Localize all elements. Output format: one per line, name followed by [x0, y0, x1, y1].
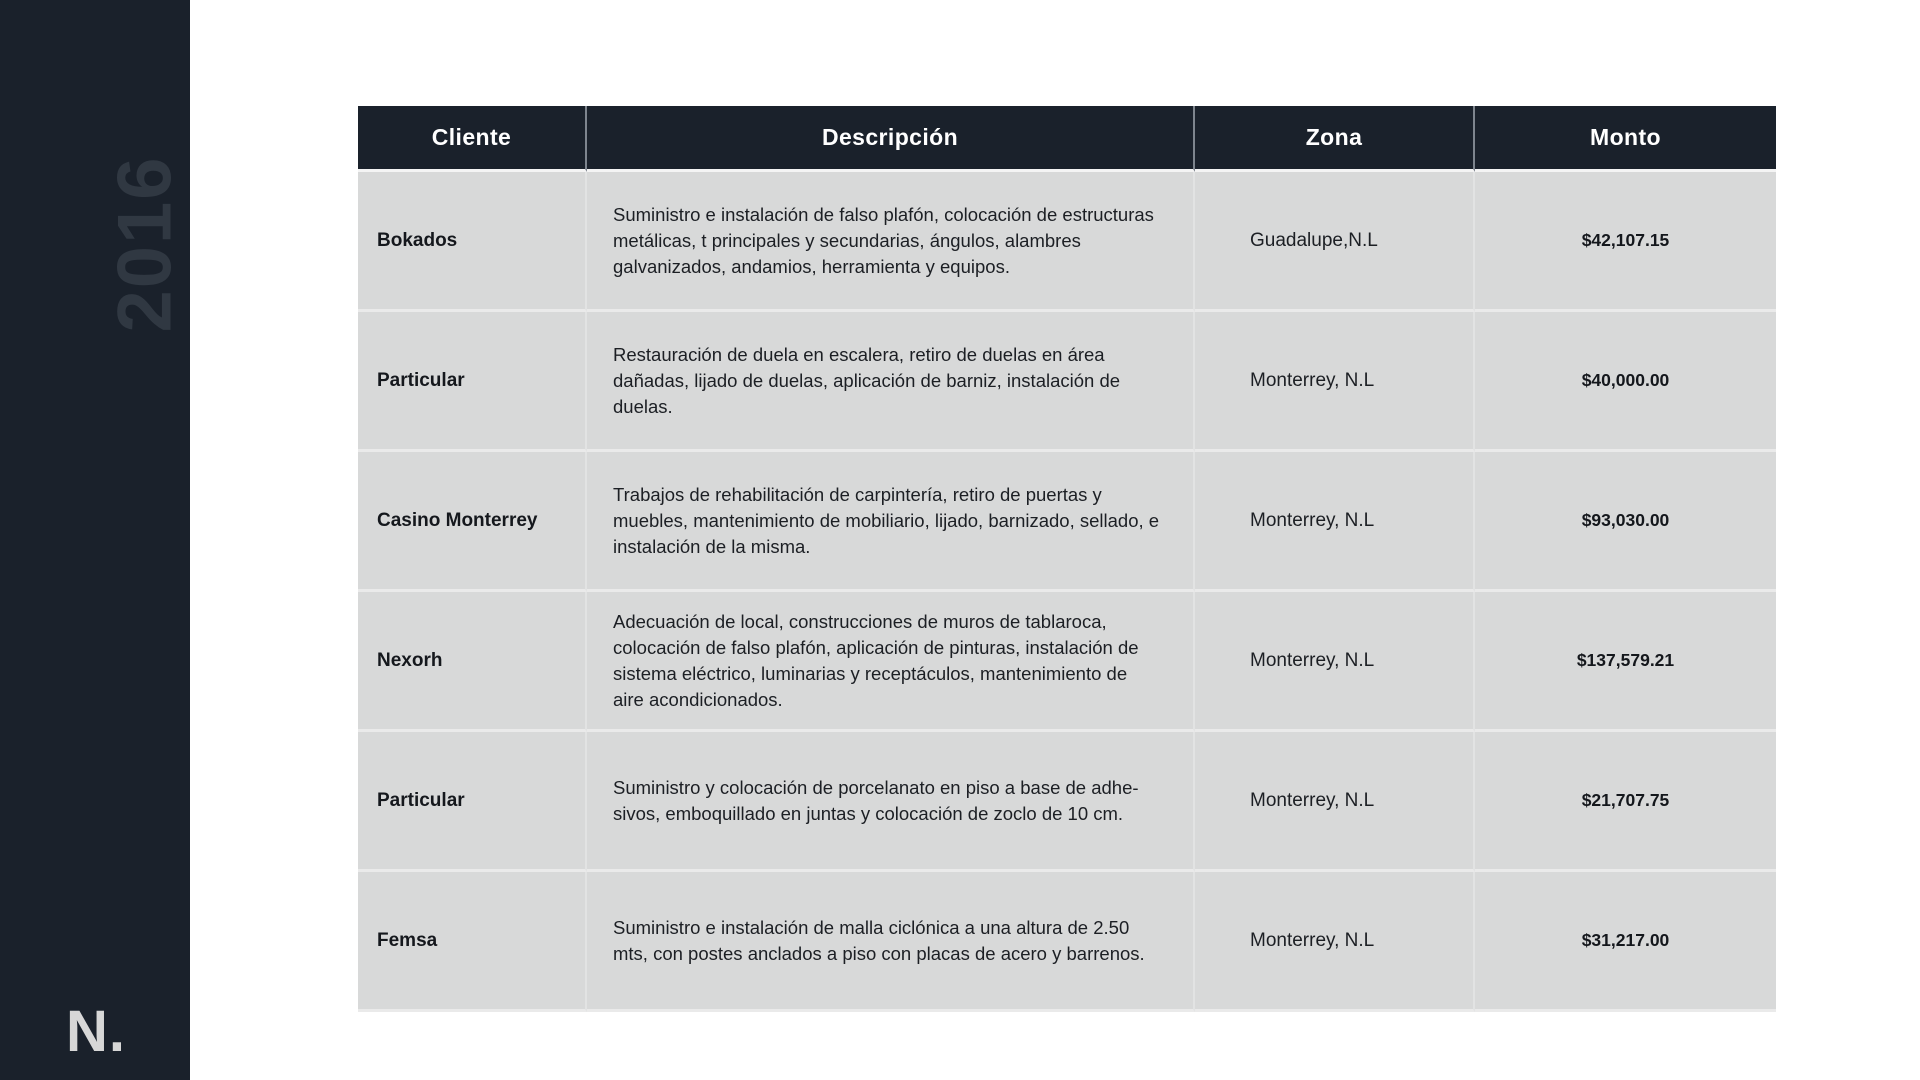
amount-cell: $137,579.21 — [1475, 592, 1776, 732]
client-cell: Femsa — [358, 872, 587, 1012]
description-cell: Suministro e instalación de falso plafón, colocación de estructuras metálicas, t principales y secundarias, ángulos, alambres galvanizados, andamios, herramienta y equipos. — [587, 172, 1195, 312]
zone-cell: Monterrey, N.L — [1195, 592, 1475, 732]
client-cell: Particular — [358, 312, 587, 452]
zone-cell: Monterrey, N.L — [1195, 452, 1475, 592]
zone-cell: Monterrey, N.L — [1195, 312, 1475, 452]
column-header-descripcion: Descripción — [587, 106, 1195, 172]
zone-cell: Guadalupe,N.L — [1195, 172, 1475, 312]
table-row — [358, 452, 1776, 592]
description-cell: Restauración de duela en escalera, retiro de duelas en área dañadas, lijado de duelas, aplicación de barniz, instalación de duelas. — [587, 312, 1195, 452]
logo: N. — [66, 999, 126, 1064]
description-cell: Suministro e instalación de malla ciclónica a una altura de 2.50 mts, con postes anclados a piso con placas de acero y barrenos. — [587, 872, 1195, 1012]
client-cell: Particular — [358, 732, 587, 872]
amount-cell: $40,000.00 — [1475, 312, 1776, 452]
table-header-row — [358, 106, 1776, 172]
client-cell: Casino Monterrey — [358, 452, 587, 592]
zone-cell: Monterrey, N.L — [1195, 872, 1475, 1012]
amount-cell: $31,217.00 — [1475, 872, 1776, 1012]
amount-cell: $42,107.15 — [1475, 172, 1776, 312]
description-cell: Suministro y colocación de porcelanato en piso a base de adhesivos, emboquillado en juntas y colocación de zoclo de 10 cm. — [587, 732, 1195, 872]
sidebar — [0, 0, 190, 1080]
column-header-cliente: Cliente — [358, 106, 587, 172]
projects-table — [358, 106, 1776, 1012]
client-cell: Nexorh — [358, 592, 587, 732]
column-header-monto: Monto — [1475, 106, 1776, 172]
amount-cell: $93,030.00 — [1475, 452, 1776, 592]
amount-cell: $21,707.75 — [1475, 732, 1776, 872]
table-body — [358, 172, 1776, 1012]
column-header-zona: Zona — [1195, 106, 1475, 172]
year-label: 2016 — [102, 155, 188, 333]
table-row — [358, 172, 1776, 312]
description-cell: Trabajos de rehabilitación de carpintería, retiro de puertas y muebles, mantenimiento de mobiliario, lijado, barnizado, sellado, e instalación de la misma. — [587, 452, 1195, 592]
table-row — [358, 732, 1776, 872]
table-row — [358, 312, 1776, 452]
description-cell: Adecuación de local, construcciones de muros de tablaroca, colocación de falso plafón, aplicación de pinturas, instalación de sistema eléctrico, luminarias y receptáculos, mantenimiento de aire acondicionados. — [587, 592, 1195, 732]
table-row — [358, 872, 1776, 1012]
client-cell: Bokados — [358, 172, 587, 312]
zone-cell: Monterrey, N.L — [1195, 732, 1475, 872]
table-row — [358, 592, 1776, 732]
